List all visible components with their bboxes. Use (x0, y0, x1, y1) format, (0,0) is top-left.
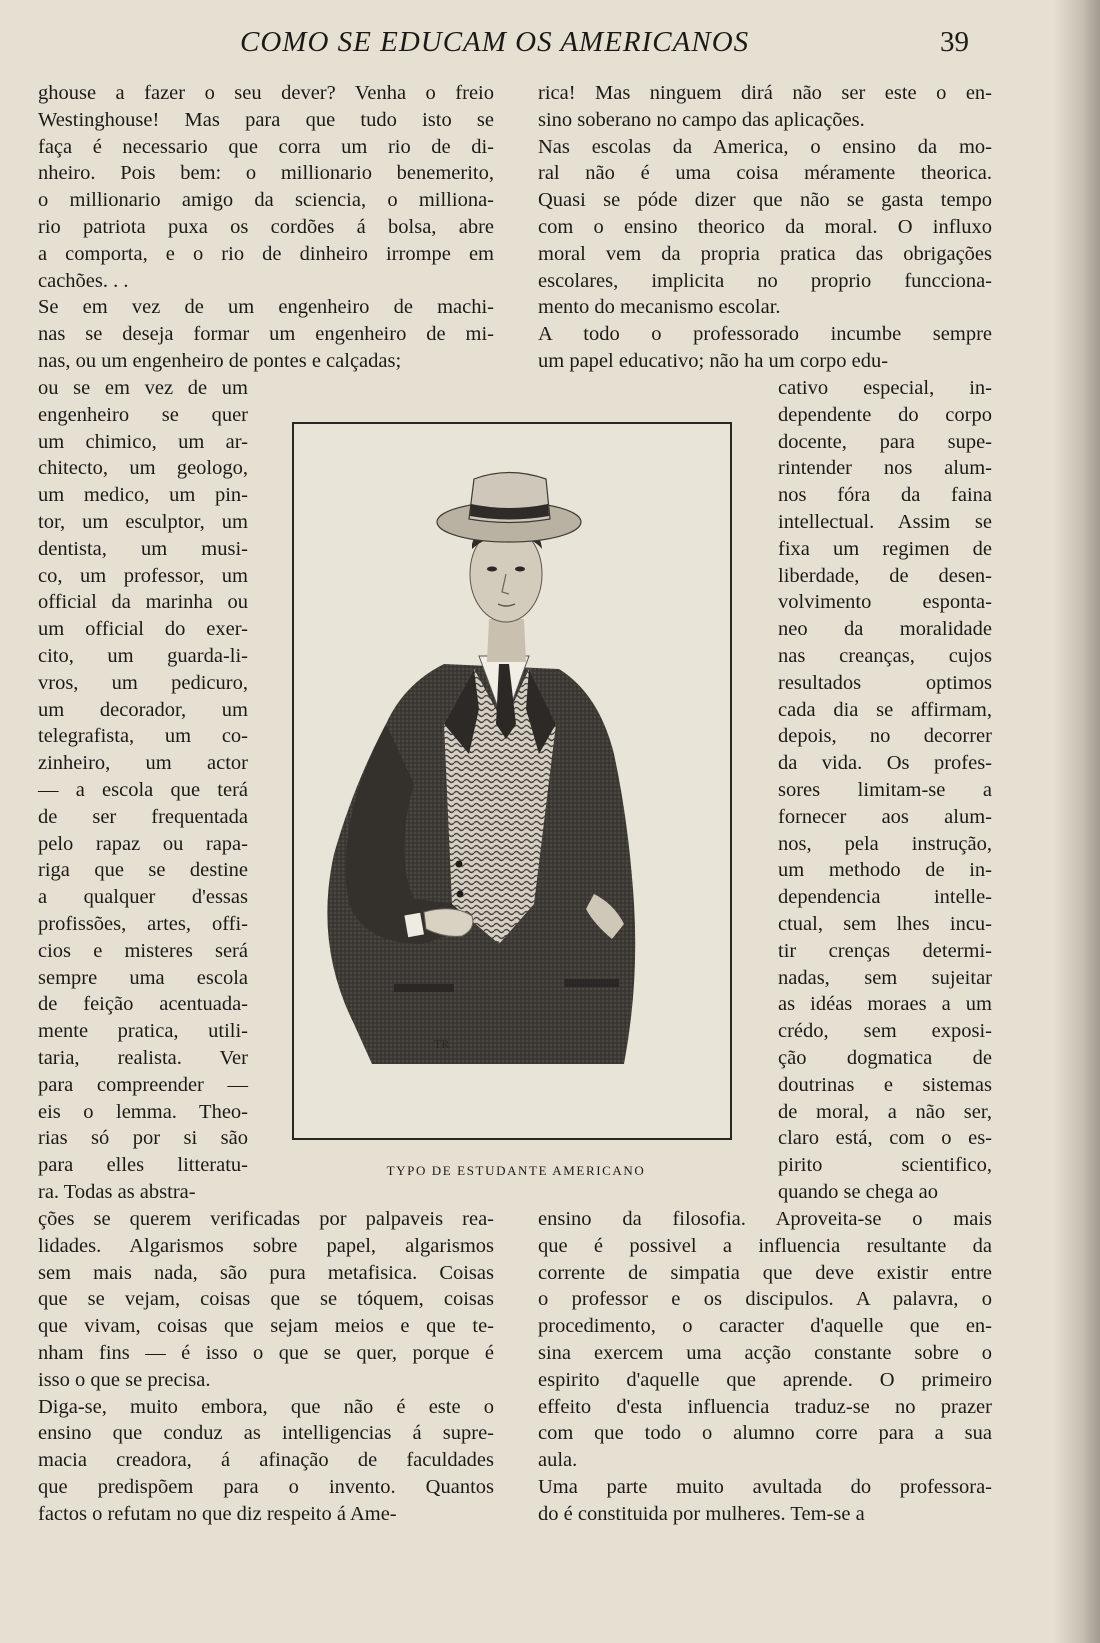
text-line: Se em vez de um engenheiro de machi- (38, 296, 494, 319)
text-line: que se vejam, coisas que se tóquem, coisas (38, 1288, 494, 1311)
text-line: official da marinha ou (38, 591, 248, 614)
text-line: o professor e os discipulos. A palavra, o (538, 1288, 992, 1311)
right-column-narrow (778, 375, 992, 1206)
text-line: chitecto, um geologo, (38, 457, 248, 480)
text-line: nheiro. Pois bem: o millionario benemerito, (38, 162, 494, 185)
text-line: ções se querem verificadas por palpaveis rea- (38, 1208, 494, 1230)
text-line: nos fóra da faina (778, 484, 992, 507)
text-line: sina exercem uma acção constante sobre o (538, 1341, 992, 1364)
figure-caption: TYPO DE ESTUDANTE AMERICANO (386, 1163, 646, 1178)
text-line: vros, um pedicuro, (38, 671, 248, 694)
text-line: ctual, sem lhes incu- (778, 912, 992, 935)
text-line: ensino que conduz as intelligencias á supre- (38, 1422, 494, 1445)
text-line: — a escola que terá (38, 778, 248, 801)
text-line: fixa um regimen de (778, 537, 992, 560)
text-line: um medico, um pin- (38, 484, 248, 507)
text-line: tor, um esculptor, um (38, 510, 248, 533)
text-line: nos, pela instrução, (778, 832, 992, 855)
text-line: dependencia intelle- (778, 886, 992, 909)
text-line: um methodo de in- (778, 859, 992, 882)
text-line: sempre uma escola (38, 966, 248, 989)
text-line: A todo o professorado incumbe sempre (538, 323, 992, 346)
text-line: que predispõem para o invento. Quantos (38, 1475, 494, 1498)
text-line: que vivam, coisas que sejam meios e que te- (38, 1315, 494, 1338)
text-line: dependente do corpo (778, 403, 992, 426)
text-line: nas, ou um engenheiro de pontes e calçadas; (38, 349, 402, 372)
text-line: Westinghouse! Mas para que tudo isto se (38, 108, 494, 131)
text-line: rio patriota puxa os cordões á bolsa, abre (38, 215, 494, 238)
text-line: escolares, implicita no proprio funcciona- (538, 269, 992, 292)
text-line: profissões, artes, offi- (38, 912, 248, 935)
left-column-bottom (38, 1206, 494, 1528)
student-portrait-illustration (294, 424, 730, 1138)
text-line: sem mais nada, são pura metafisica. Coisas (38, 1261, 494, 1284)
text-line: effeito d'esta influencia traduz-se no prazer (538, 1395, 992, 1418)
text-line: doutrinas e sistemas (778, 1073, 992, 1096)
text-line: cito, um guarda-li- (38, 644, 248, 667)
text-line: cachões. . . (38, 269, 129, 292)
text-line: zinheiro, um actor (38, 752, 248, 775)
text-line: depois, no decorrer (778, 725, 992, 748)
text-line: neo da moralidade (778, 618, 992, 641)
text-line: moral vem da propria pratica das obrigações (538, 242, 992, 265)
text-line: com o ensino theorico da moral. O influxo (538, 215, 992, 238)
text-line: ra. Todas as abstra- (38, 1180, 196, 1203)
text-line: o millionario amigo da sciencia, o milliona- (38, 189, 494, 212)
text-line: corrente de simpatia que deve existir entre (538, 1261, 992, 1284)
text-line: ou se em vez de um (38, 377, 248, 399)
text-line: sino soberano no campo das aplicações. (538, 108, 865, 131)
text-line: nas se deseja formar um engenheiro de mi- (38, 323, 494, 346)
text-line: fornecer aos alum- (778, 805, 992, 828)
text-line: que é possivel a influencia resultante da (538, 1234, 992, 1257)
text-line: resultados optimos (778, 671, 992, 694)
text-line: Quasi se póde dizer que não se gasta tempo (538, 189, 992, 212)
right-column-top (538, 80, 992, 375)
text-line: um papel educativo; não ha um corpo edu- (538, 349, 889, 372)
text-line: espirito d'aquelle que aprende. O primeiro (538, 1368, 992, 1391)
left-column-top (38, 80, 494, 375)
text-line: dentista, um musi- (38, 537, 248, 560)
text-line: isso o que se precisa. (38, 1368, 211, 1391)
text-line: ral não é uma coisa méramente theorica. (538, 162, 992, 185)
text-line: de moral, a não ser, (778, 1100, 992, 1123)
text-line: crédo, sem exposi- (778, 1020, 992, 1043)
text-line: rica! Mas ninguem dirá não ser este o en- (538, 82, 992, 104)
text-line: nas creanças, cujos (778, 644, 992, 667)
text-line: pelo rapaz ou rapa- (38, 832, 248, 855)
portrait-figure (292, 422, 732, 1140)
text-line: de ser frequentada (38, 805, 248, 828)
text-line: telegrafista, um co- (38, 725, 248, 748)
text-line: ção dogmatica de (778, 1046, 992, 1069)
text-line: engenheiro se quer (38, 403, 248, 426)
running-head: COMO SE EDUCAM OS AMERICANOS (240, 26, 750, 58)
artist-monogram: TR (434, 1037, 450, 1051)
text-line: eis o lemma. Theo- (38, 1100, 248, 1123)
text-line: para compreender — (38, 1073, 248, 1096)
text-line: riga que se destine (38, 859, 248, 882)
text-line: co, um professor, um (38, 564, 248, 587)
text-line: faça é necessario que corra um rio de di- (38, 135, 494, 158)
text-line: do é constituida por mulheres. Tem-se a (538, 1502, 865, 1525)
text-line: Uma parte muito avultada do professora- (538, 1475, 992, 1498)
text-line: Diga-se, muito embora, que não é este o (38, 1395, 494, 1418)
text-line: mente pratica, utili- (38, 1020, 248, 1043)
text-line: da vida. Os profes- (778, 752, 992, 775)
text-line: mento do mecanismo escolar. (538, 296, 781, 319)
text-line: de feição acentuada- (38, 993, 248, 1016)
text-line: taria, realista. Ver (38, 1046, 248, 1069)
text-line: quando se chega ao (778, 1180, 938, 1203)
text-line: ghouse a fazer o seu dever? Venha o freio (38, 82, 494, 104)
text-line: cios e misteres será (38, 939, 248, 962)
text-line: cativo especial, in- (778, 377, 992, 399)
text-line: cada dia se affirmam, (778, 698, 992, 721)
text-line: um chimico, um ar- (38, 430, 248, 453)
text-line: rintender nos alum- (778, 457, 992, 480)
text-line: sores limitam-se a (778, 778, 992, 801)
text-line: docente, para supe- (778, 430, 992, 453)
text-line: claro está, com o es- (778, 1127, 992, 1150)
right-column-bottom (538, 1206, 992, 1528)
text-line: rias só por si são (38, 1127, 248, 1150)
text-line: nham fins — é isso o que se quer, porque é (38, 1341, 494, 1364)
left-column-narrow (38, 375, 248, 1206)
text-line: com que todo o alumno corre para a sua (538, 1422, 992, 1445)
text-line: nadas, sem sujeitar (778, 966, 992, 989)
text-line: um decorador, um (38, 698, 248, 721)
text-line: Nas escolas da America, o ensino da mo- (538, 135, 992, 158)
page-spine-shadow (1054, 0, 1100, 1643)
text-line: factos o refutam no que diz respeito á Ame- (38, 1502, 397, 1525)
text-line: lidades. Algarismos sobre papel, algarismos (38, 1234, 494, 1257)
text-line: a qualquer d'essas (38, 886, 248, 909)
text-line: aula. (538, 1449, 578, 1472)
text-line: liberdade, de desen- (778, 564, 992, 587)
text-line: para elles litteratu- (38, 1154, 248, 1177)
text-line: ensino da filosofia. Aproveita-se o mais (538, 1208, 992, 1230)
text-line: as idéas moraes a um (778, 993, 992, 1016)
page-number: 39 (940, 26, 969, 58)
text-line: procedimento, o caracter d'aquelle que en- (538, 1315, 992, 1338)
text-line: um official do exer- (38, 618, 248, 641)
text-line: macia creadora, á afinação de faculdades (38, 1449, 494, 1472)
text-line: volvimento esponta- (778, 591, 992, 614)
text-line: tir crenças determi- (778, 939, 992, 962)
text-line: a comporta, e o rio de dinheiro irrompe em (38, 242, 494, 265)
text-line: pirito scientifico, (778, 1154, 992, 1177)
text-line: intellectual. Assim se (778, 510, 992, 533)
